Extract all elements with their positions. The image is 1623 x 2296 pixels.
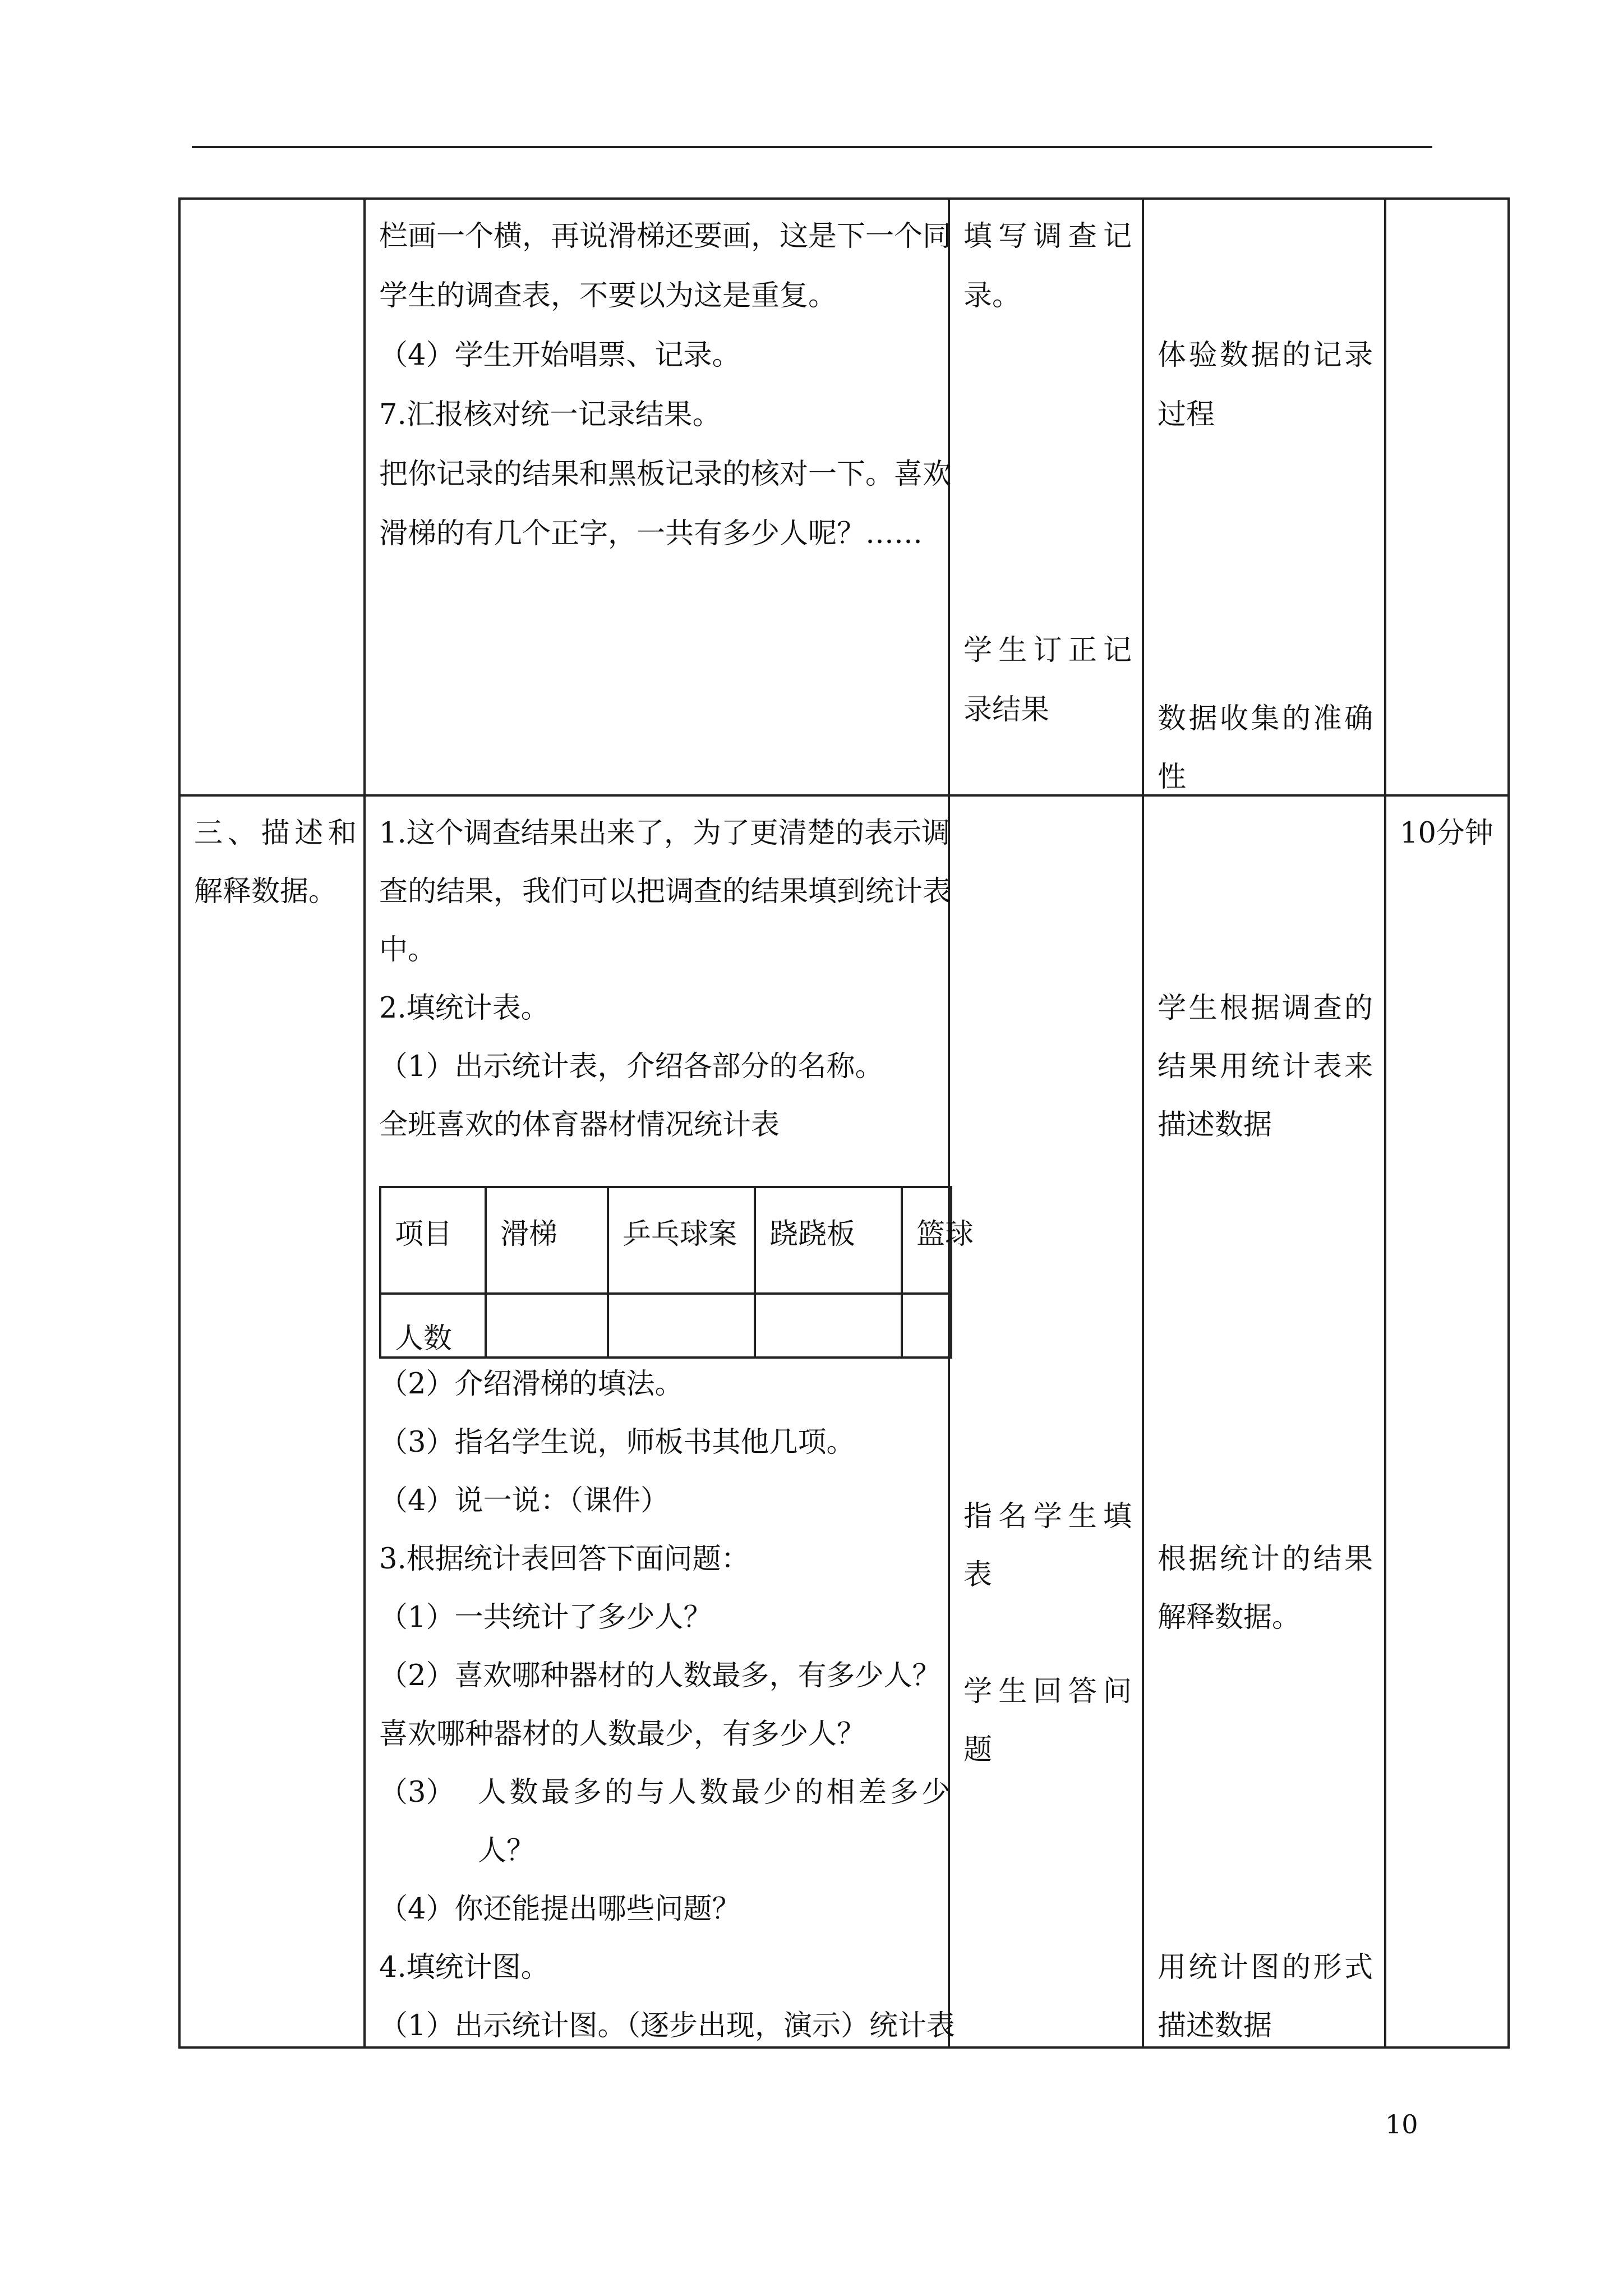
stats-header-row: [380, 1187, 951, 1294]
stats-value-cell: [486, 1294, 608, 1358]
process-line: 2.填统计表。: [379, 992, 550, 1025]
intent-line: 性: [1158, 761, 1187, 794]
process-line: 滑梯的有几个正字，一共有多少人呢？……: [379, 517, 923, 550]
stats-header-cell: 跷跷板: [755, 1187, 902, 1294]
stage-line: 三、描述和: [194, 817, 357, 850]
process-line: 喜欢哪种器材的人数最少，有多少人？: [379, 1718, 866, 1751]
design-intent-cell: [1143, 199, 1385, 795]
stats-value-cell: [755, 1294, 902, 1358]
activity-line: 录结果: [963, 693, 1050, 726]
intent-line: 解释数据。: [1158, 1601, 1301, 1634]
student-activity-cell: [949, 199, 1143, 795]
activity-line: 录。: [963, 279, 1021, 312]
activity-line: 学生回答问: [963, 1675, 1132, 1708]
process-line: 栏画一个横，再说滑梯还要画，这是下一个同: [379, 220, 952, 253]
time-cell: [1385, 795, 1509, 2047]
process-line: （3）: [379, 1776, 455, 1809]
process-line: （1）出示统计图。（逐步出现，演示）统计表: [379, 2009, 955, 2042]
process-line: 7.汇报核对统一记录结果。: [379, 398, 721, 431]
process-line: （4）学生开始唱票、记录。: [379, 339, 741, 372]
process-line: 把你记录的结果和黑板记录的核对一下。喜欢: [379, 458, 952, 491]
activity-line: 题: [963, 1733, 993, 1766]
process-line: （1）一共统计了多少人？: [379, 1601, 712, 1634]
intent-line: 数据收集的准确: [1158, 702, 1373, 735]
student-activity-cell: [949, 795, 1143, 2047]
process-line: 查的结果，我们可以把调查的结果填到统计表: [379, 875, 952, 908]
intent-line: 描述数据: [1158, 1108, 1272, 1142]
process-line: （3）指名学生说，师板书其他几项。: [379, 1426, 855, 1459]
process-line: 1.这个调查结果出来了，为了更清楚的表示调: [379, 817, 950, 850]
stage-line: 解释数据。: [194, 875, 338, 908]
stats-value-row: [380, 1294, 951, 1358]
stats-value-cell: [902, 1294, 951, 1358]
process-line: 3.根据统计表回答下面问题：: [379, 1543, 750, 1576]
process-line: 人数最多的与人数最少的相差多少: [478, 1776, 950, 1809]
stats-table: [379, 1186, 974, 1359]
activity-line: 指名学生填: [963, 1500, 1132, 1533]
intent-line: 学生根据调查的: [1158, 992, 1373, 1025]
page-number: 10: [1385, 2109, 1418, 2139]
time-value: 10分钟: [1400, 817, 1493, 850]
activity-line: 学生订正记: [963, 634, 1132, 667]
process-line: 中。: [379, 933, 437, 967]
intent-line: 用统计图的形式: [1158, 1951, 1373, 1984]
process-line: （2）介绍滑梯的填法。: [379, 1368, 684, 1401]
activity-line: 表: [963, 1558, 993, 1591]
process-line: （4）说一说：（课件）: [379, 1484, 669, 1517]
process-line: 人？: [478, 1834, 536, 1867]
intent-line: 根据统计的结果: [1158, 1543, 1373, 1576]
process-line: （1）出示统计表，介绍各部分的名称。: [379, 1050, 884, 1083]
intent-line: 过程: [1158, 398, 1215, 431]
process-line: 4.填统计图。: [379, 1951, 550, 1984]
stats-header-cell: 滑梯: [486, 1187, 608, 1294]
intent-line: 描述数据: [1158, 2009, 1272, 2042]
process-line: 学生的调查表，不要以为这是重复。: [379, 279, 837, 312]
intent-line: 结果用统计表来: [1158, 1050, 1373, 1083]
stats-value-cell: [608, 1294, 755, 1358]
activity-line: 填写调查记: [963, 220, 1132, 253]
stats-header-cell: 篮球: [902, 1187, 951, 1294]
table-row: [179, 199, 1509, 795]
header-rule: [192, 146, 1432, 148]
table-row: [179, 795, 1509, 2047]
stage-cell: [179, 795, 365, 2047]
stats-row-label: 人数: [380, 1294, 486, 1358]
time-cell: [1385, 199, 1509, 795]
stage-cell: [179, 199, 365, 795]
process-line: （4）你还能提出哪些问题？: [379, 1893, 741, 1926]
teaching-process-cell: [365, 795, 974, 2047]
intent-line: 体验数据的记录: [1158, 339, 1373, 372]
process-line: （2）喜欢哪种器材的人数最多，有多少人？: [379, 1659, 941, 1692]
stats-header-cell: 乒乓球案: [608, 1187, 755, 1294]
lesson-plan-table: [178, 197, 1510, 2049]
stats-header-cell: 项目: [380, 1187, 486, 1294]
stats-table-title: 全班喜欢的体育器材情况统计表: [379, 1108, 780, 1142]
teaching-process-cell: [365, 199, 952, 795]
design-intent-cell: [1143, 795, 1385, 2047]
